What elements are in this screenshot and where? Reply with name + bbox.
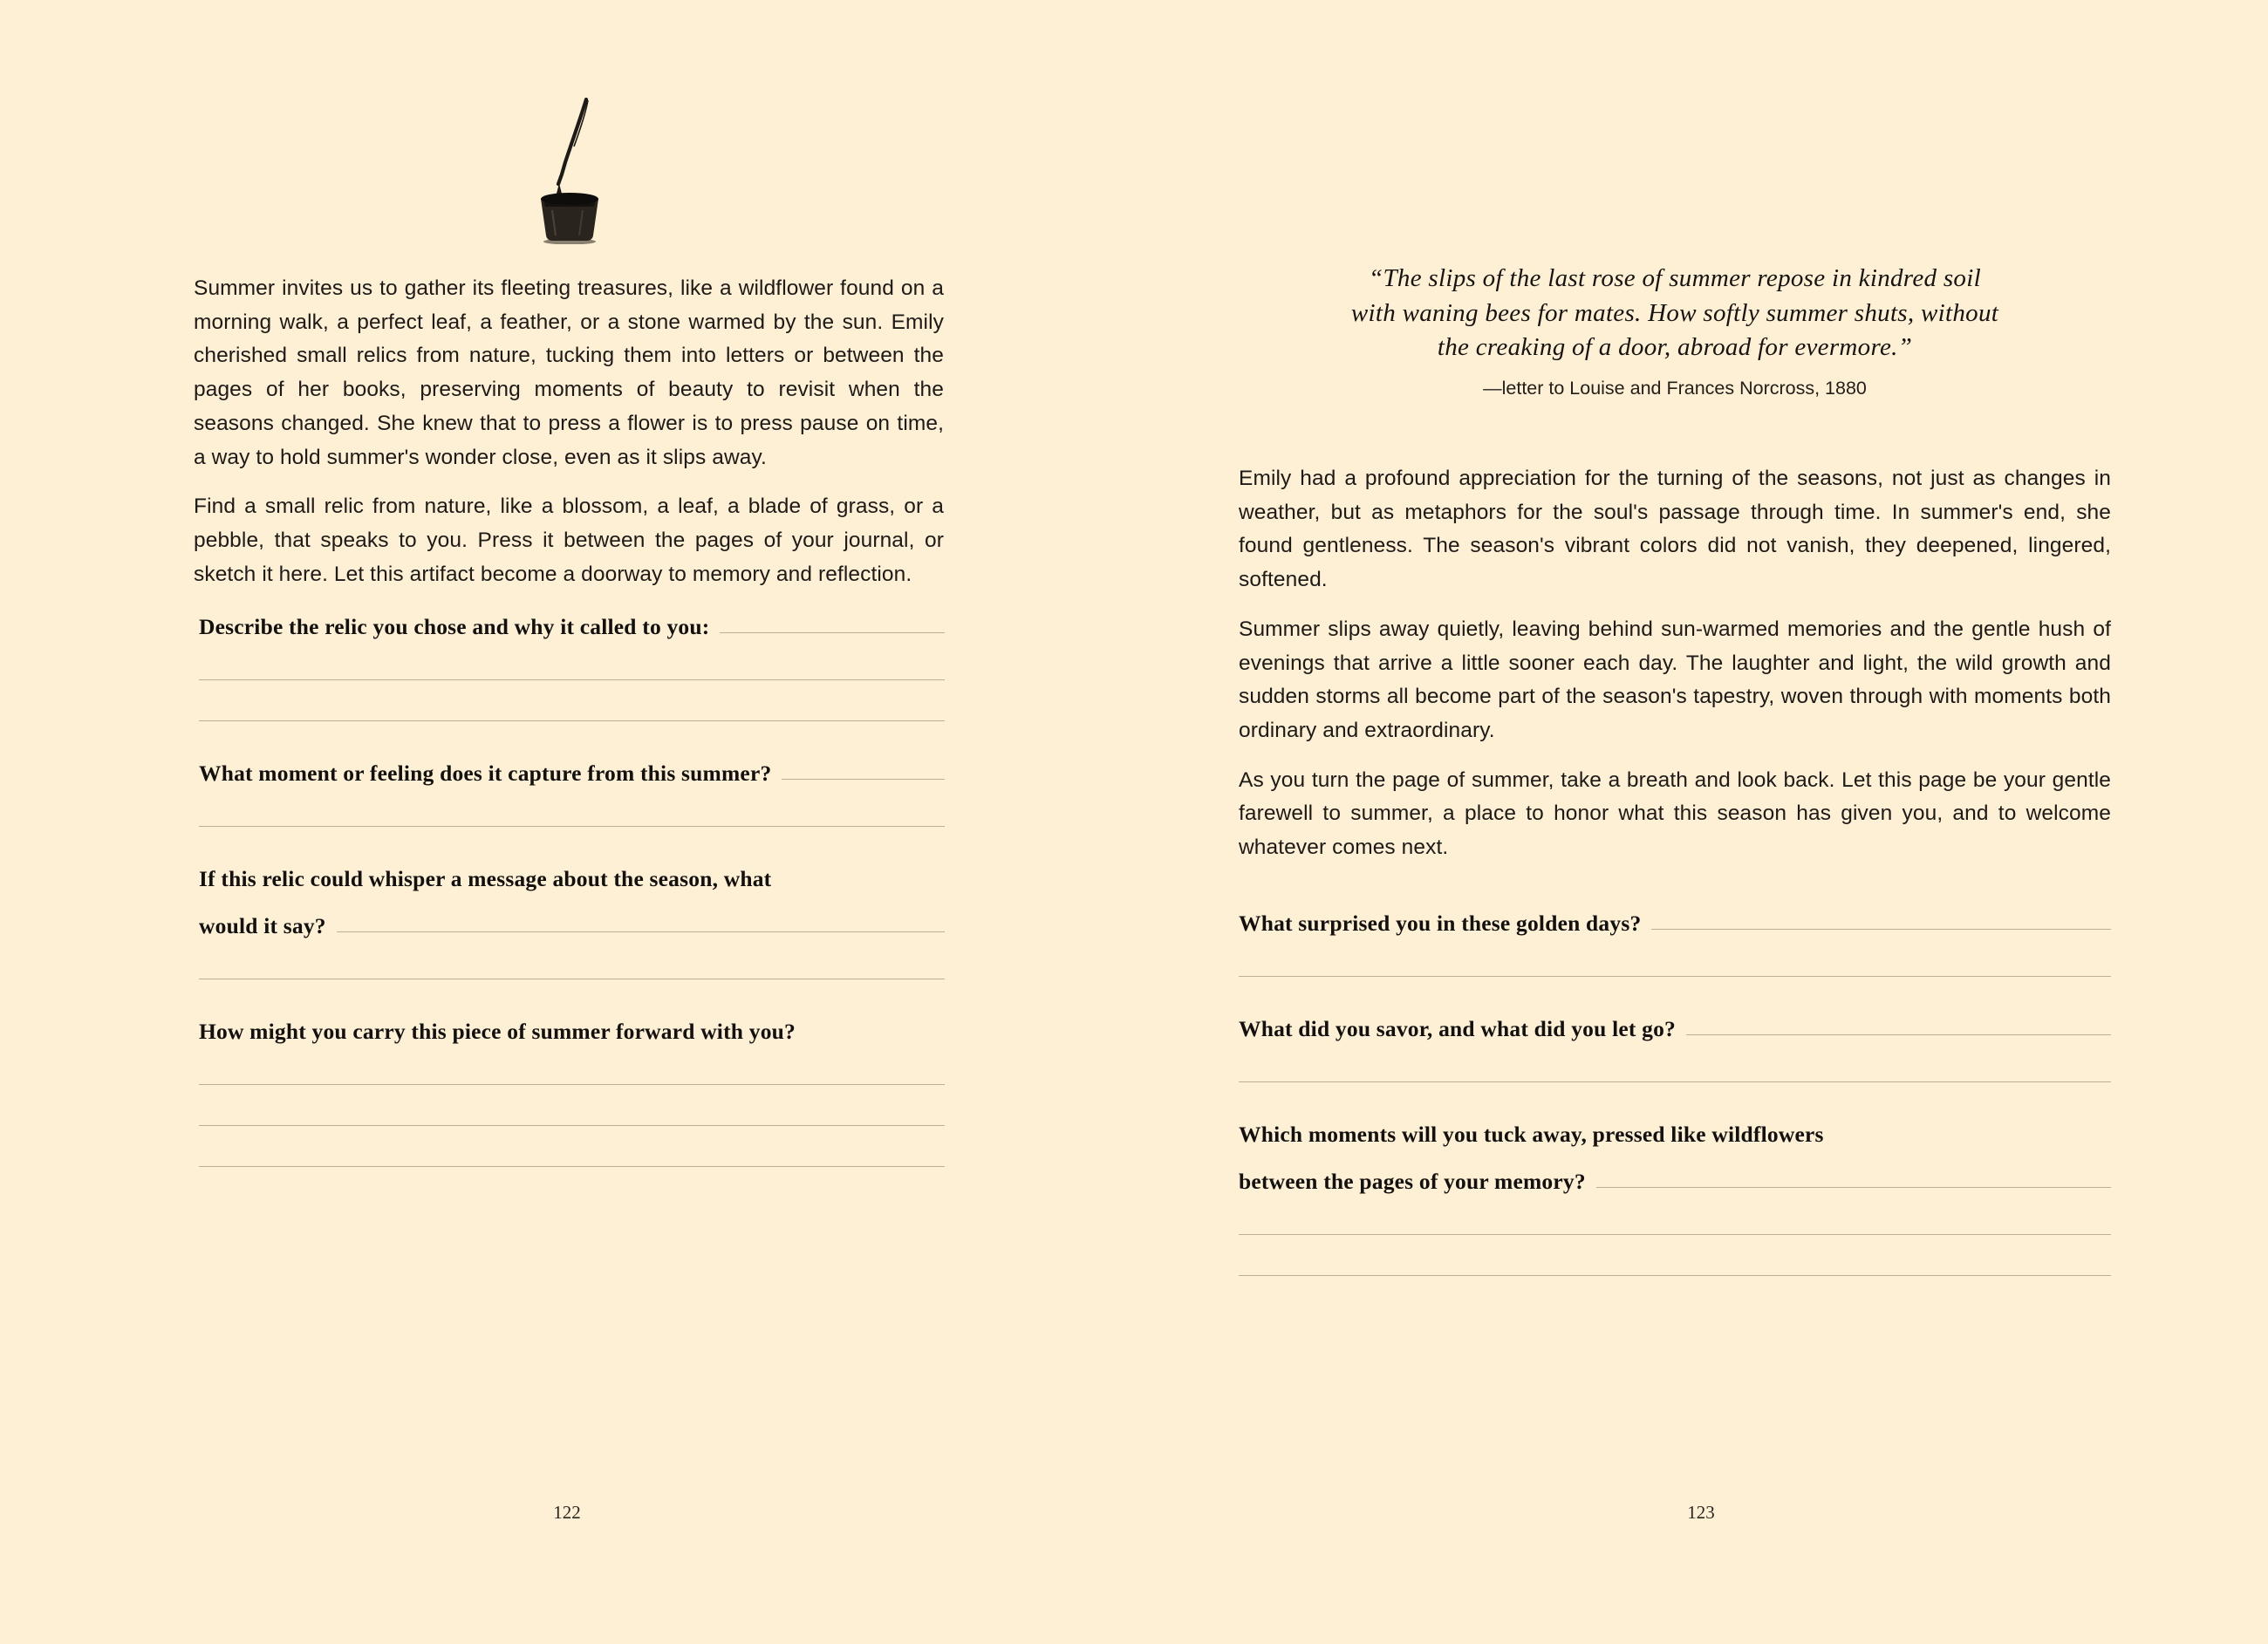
answer-rule[interactable] bbox=[199, 1083, 945, 1085]
quote-line: the creaking of a door, abroad for evermore.” bbox=[1437, 333, 1913, 362]
prompt-label: If this relic could whisper a message about the season, what bbox=[199, 866, 772, 892]
prompt-label: How might you carry this piece of summer forward with you? bbox=[199, 1019, 796, 1045]
answer-rule[interactable] bbox=[1239, 1274, 2111, 1276]
answer-rule[interactable] bbox=[199, 720, 945, 721]
prompt-group bbox=[199, 761, 945, 827]
prompt-group bbox=[199, 867, 945, 979]
answer-rule[interactable] bbox=[199, 679, 945, 680]
paragraph: Find a small relic from nature, like a blossom, a leaf, a blade of grass, or a pebble, that speaks to you. Press it between the pages of your journal, or sketch it here. Let this artifact become a doorway to memory and reflection. bbox=[194, 495, 944, 586]
prompt-label-continued: between the pages of your memory? bbox=[1239, 1169, 1586, 1195]
right-page bbox=[1134, 0, 2268, 1644]
answer-rule[interactable] bbox=[720, 631, 945, 633]
prompt-label: Which moments will you tuck away, pressed like wildflowers bbox=[1239, 1122, 1824, 1148]
answer-rule[interactable] bbox=[1239, 1233, 2111, 1235]
prompt-label-continued: would it say? bbox=[199, 913, 326, 939]
pull-quote bbox=[1239, 262, 2111, 399]
prompt-group bbox=[1239, 1122, 2111, 1276]
prompt-label: What moment or feeling does it capture from this summer? bbox=[199, 761, 772, 787]
quill-in-inkwell-icon bbox=[523, 96, 619, 244]
left-page-prompts bbox=[199, 615, 945, 1167]
answer-rule[interactable] bbox=[1651, 928, 2111, 930]
page-number: 123 bbox=[1687, 1502, 1715, 1523]
answer-rule[interactable] bbox=[1239, 1081, 2111, 1082]
answer-rule[interactable] bbox=[199, 825, 945, 827]
quote-line: with waning bees for mates. How softly summer shuts, without bbox=[1350, 298, 1999, 327]
quote-attribution: —letter to Louise and Frances Norcross, 1880 bbox=[1483, 378, 1867, 399]
prompt-label: What did you savor, and what did you let go? bbox=[1239, 1016, 1676, 1042]
quote-line: “The slips of the last rose of summer repose in kindred soil bbox=[1369, 264, 1981, 292]
paragraph: Summer slips away quietly, leaving behind sun-warmed memories and the gentle hush of evenings that arrive a little sooner each day. The laughter and light, the wild growth and sudden storms all become part of the season's tapestry, woven through with moments both ordinary and extraordinary. bbox=[1239, 617, 2111, 742]
answer-rule[interactable] bbox=[1686, 1033, 2111, 1035]
answer-rule[interactable] bbox=[199, 1165, 945, 1167]
answer-rule[interactable] bbox=[1239, 975, 2111, 977]
answer-rule[interactable] bbox=[199, 978, 945, 979]
prompt-label: What surprised you in these golden days? bbox=[1239, 911, 1642, 936]
answer-rule[interactable] bbox=[1596, 1186, 2111, 1188]
answer-rule[interactable] bbox=[782, 778, 945, 780]
left-page-intro-text bbox=[194, 272, 944, 591]
prompt-group bbox=[1239, 1017, 2111, 1082]
answer-rule[interactable] bbox=[199, 1124, 945, 1126]
prompt-group bbox=[199, 1020, 945, 1167]
paragraph: Summer invites us to gather its fleeting treasures, like a wildflower found on a morning walk, a perfect leaf, a feather, or a stone warmed by the sun. Emily cherished small relics from nature, tucking them into letters or between the pages of her books, preserving moments of beauty to revisit when the seasons changed. She knew that to press a flower is to press pause on time, a way to hold summer's wonder close, even as it slips away. bbox=[194, 276, 944, 469]
prompt-group bbox=[199, 615, 945, 721]
right-page-text-column bbox=[1239, 462, 2111, 865]
prompt-group bbox=[1239, 911, 2111, 977]
right-page-prompts bbox=[1239, 911, 2111, 1276]
paragraph: Emily had a profound appreciation for the turning of the seasons, not just as changes in weather, but as metaphors for the soul's passage through time. In summer's end, she found gentleness. The season's vibrant colors did not vanish, they deepened, lingered, softened. bbox=[1239, 467, 2111, 592]
prompt-label: Describe the relic you chose and why it called to you: bbox=[199, 614, 710, 639]
answer-rule[interactable] bbox=[337, 931, 945, 932]
page-number: 122 bbox=[553, 1502, 581, 1523]
paragraph: As you turn the page of summer, take a breath and look back. Let this page be your gentle farewell to summer, a place to honor what this season has given you, and to welcome whatever comes next. bbox=[1239, 767, 2111, 860]
